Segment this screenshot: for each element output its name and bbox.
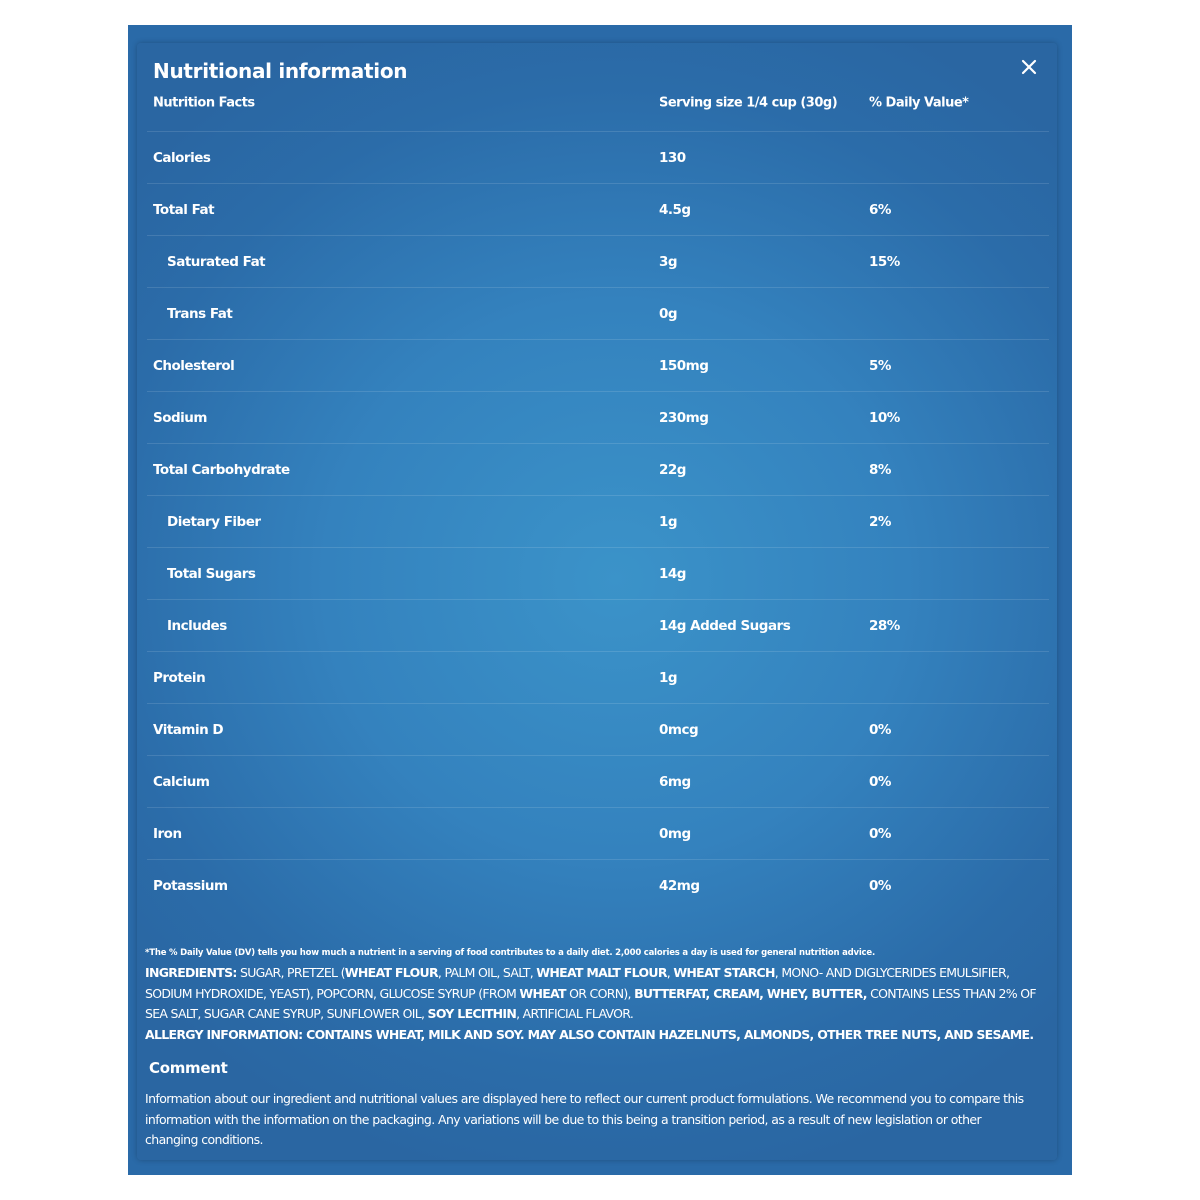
close-button[interactable] (1015, 53, 1043, 81)
nutrient-name: Calcium (153, 773, 210, 790)
nutrient-name: Calories (153, 149, 211, 166)
nutrient-amount: 14g (659, 565, 686, 582)
table-header (147, 81, 1049, 132)
nutrient-amount: 14g Added Sugars (659, 617, 791, 634)
table-row (147, 600, 1049, 652)
nutrient-name: Potassium (153, 877, 228, 894)
table-row (147, 132, 1049, 184)
nutrient-name: Cholesterol (153, 357, 235, 374)
nutrient-amount: 42mg (659, 877, 700, 894)
allergen-soy-lecithin: SOY LECITHIN (427, 1006, 517, 1021)
allergy-information: ALLERGY INFORMATION: CONTAINS WHEAT, MILK AND SOY. MAY ALSO CONTAIN HAZELNUTS, ALMONDS, OTHER TREE NUTS, AND SESAME. (145, 1026, 1034, 1042)
nutrition-modal (137, 43, 1057, 1160)
nutrient-name: Total Sugars (167, 565, 256, 582)
allergen-wheat-starch: WHEAT STARCH (673, 965, 775, 980)
nutrient-name: Protein (153, 669, 206, 686)
nutrient-name: Vitamin D (153, 721, 224, 738)
daily-value-footnote: *The % Daily Value (DV) tells you how much a nutrient in a serving of food contributes to a daily diet. 2,000 calories a day is used for general nutrition advice. (145, 948, 875, 958)
comment-title: Comment (149, 1059, 228, 1077)
ingredients-text: , MONO- AND DIGLYCERIDES EMULSIFIER, SODIUM HYDROXIDE, YEAST), POPCORN, GLUCOSE SYRUP (FROM (145, 965, 1010, 1001)
nutrient-name: Dietary Fiber (167, 513, 261, 530)
table-row (147, 236, 1049, 288)
header-nutrition-facts: Nutrition Facts (153, 95, 255, 111)
nutrient-amount: 0mcg (659, 721, 699, 738)
table-row (147, 392, 1049, 444)
ingredients-text: SUGAR, PRETZEL ( (236, 965, 345, 980)
table-row (147, 340, 1049, 392)
close-icon (1021, 59, 1037, 75)
nutrition-table (147, 81, 1049, 911)
table-row (147, 548, 1049, 600)
nutrient-name: Iron (153, 825, 182, 842)
nutrient-dv: 0% (869, 773, 891, 790)
nutrient-amount: 1g (659, 513, 678, 530)
table-row (147, 288, 1049, 340)
table-row (147, 704, 1049, 756)
table-row (147, 808, 1049, 860)
nutrient-amount: 0g (659, 305, 678, 322)
nutrient-amount: 4.5g (659, 201, 691, 218)
nutrient-name: Total Carbohydrate (153, 461, 290, 478)
nutrient-dv: 0% (869, 825, 891, 842)
modal-title: Nutritional information (153, 59, 408, 83)
nutrient-dv: 6% (869, 201, 891, 218)
nutrient-amount: 230mg (659, 409, 709, 426)
nutrient-name: Trans Fat (167, 305, 233, 322)
ingredients-text: CONTAINS LESS THAN 2% OF SEA SALT, SUGAR CANE SYRUP, SUNFLOWER OIL, (145, 985, 1036, 1021)
nutrient-dv: 10% (869, 409, 900, 426)
nutrient-dv: 15% (869, 253, 900, 270)
ingredients-label: INGREDIENTS: (145, 965, 237, 980)
nutrient-dv: 5% (869, 357, 891, 374)
table-row (147, 756, 1049, 808)
ingredients-text: , (666, 965, 674, 980)
nutrient-name: Sodium (153, 409, 207, 426)
nutrient-amount: 22g (659, 461, 686, 478)
nutrient-dv: 0% (869, 877, 891, 894)
table-row (147, 860, 1049, 911)
nutrient-dv: 28% (869, 617, 900, 634)
nutrient-amount: 130 (659, 149, 686, 166)
nutrient-dv: 8% (869, 461, 891, 478)
ingredients-text: OR CORN), (565, 985, 635, 1001)
nutrient-name: Total Fat (153, 201, 215, 218)
ingredients-block (145, 963, 1045, 1045)
allergen-wheat-flour: WHEAT FLOUR (344, 965, 438, 980)
nutrient-amount: 0mg (659, 825, 691, 842)
comment-text: Information about our ingredient and nutritional values are displayed here to reflect our current product formulations. We recommend you to compare this information with the information on the packaging. Any variations will be due to this being a transition period, as a result of new legislation or other changing conditions. (145, 1091, 1024, 1147)
nutrient-dv: 2% (869, 513, 891, 530)
header-daily-value: % Daily Value* (869, 95, 969, 111)
nutrient-amount: 6mg (659, 773, 691, 790)
nutrient-dv: 0% (869, 721, 891, 738)
allergen-wheat: WHEAT (519, 985, 566, 1001)
table-row (147, 496, 1049, 548)
nutrient-name: Includes (167, 617, 227, 634)
nutrient-amount: 150mg (659, 357, 709, 374)
table-row (147, 184, 1049, 236)
table-row (147, 444, 1049, 496)
ingredients-text: , PALM OIL, SALT, (437, 965, 537, 980)
table-row (147, 652, 1049, 704)
allergen-dairy: BUTTERFAT, CREAM, WHEY, BUTTER, (634, 985, 867, 1001)
header-serving-size: Serving size 1/4 cup (30g) (659, 95, 838, 111)
nutrient-amount: 3g (659, 253, 678, 270)
nutrient-amount: 1g (659, 669, 678, 686)
nutrient-name: Saturated Fat (167, 253, 266, 270)
ingredients-text: , ARTIFICIAL FLAVOR. (516, 1006, 634, 1021)
allergen-wheat-malt-flour: WHEAT MALT FLOUR (536, 965, 667, 980)
